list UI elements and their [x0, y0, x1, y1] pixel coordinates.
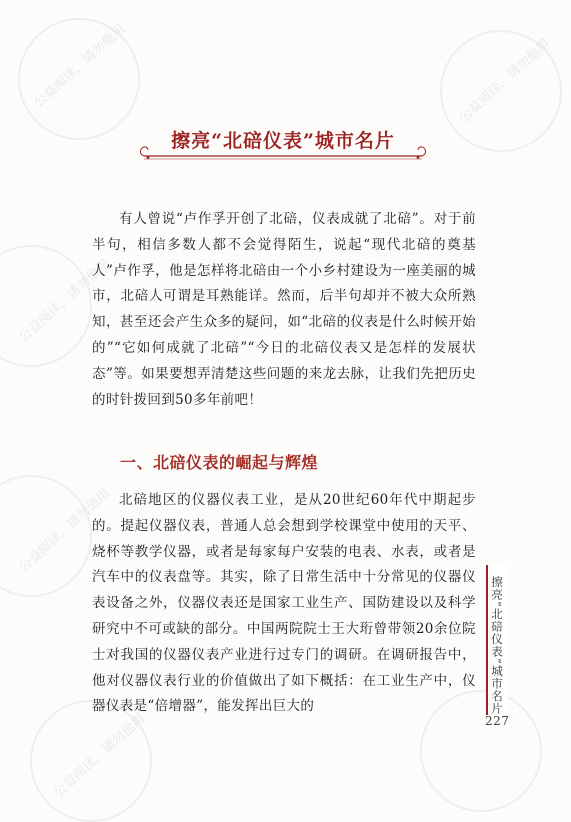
watermark-seal: [0, 245, 92, 367]
paragraph-intro: 有人曾说“卢作孚开创了北碚，仪表成就了北碚”。对于前半句，相信多数人都不会觉得陌生，说起“现代北碚的奠基人”卢作孚，他是怎样将北碚由一个小乡村建设为一座美丽的城市，北碚人可谓是耳熟能详。然而，后半句却并不被大众所熟知，甚至还会产生众多的疑问，如“北碚的仪表是什么时候开始的”“它如何成就了北碚”“今日的北碚仪表又是怎样的发展状态”等。如果要想弄清楚这些问题的来龙去脉，让我们先把历史的时针拨回到50多年前吧！: [92, 211, 476, 408]
watermark-seal: [440, 30, 562, 152]
page-number: 227: [485, 714, 510, 728]
side-tab-accent: [486, 565, 488, 715]
watermark-text: 公益阅读，请勿他用: [456, 36, 554, 126]
watermark-text: 公益阅读，请勿他用: [16, 486, 114, 576]
watermark-seal: [0, 475, 92, 597]
chapter-header: [138, 120, 428, 166]
watermark-text: 公益阅读，请勿他用: [51, 711, 149, 801]
paragraph-section-1: 北碚地区的仪器仪表工业，是从20世纪60年代中期起步的。提起仪器仪表，普通人总会想到学校课堂中使用的天平、烧杯等教学仪器，或者是每家每户安装的电表、水表，或者是汽车中的仪表盘等。其实，除了日常生活中十分常见的仪器仪表设备之外，仪器仪表还是国家工业生产、国防建设以及科学研究中不可或缺的部分。中国两院院士王大珩曾带领20余位院士对我国的仪器仪表产业进行过专门的调研。在调研报告中，他对仪器仪表行业的价值做出了如下概括：在工业生产中，仪器仪表是“倍增器”，能发挥出巨大的: [92, 492, 476, 715]
watermark-seal: [18, 18, 140, 140]
section-heading: 一、北碚仪表的崛起与辉煌: [120, 453, 319, 472]
side-tab-title: 擦亮“北碚仪表”城市名片: [490, 576, 504, 715]
chapter-title: 擦亮“北碚仪表”城市名片: [171, 130, 395, 152]
watermark-text: 公益阅读，请勿他用: [31, 21, 129, 111]
watermark-text: 公益阅读，请勿他用: [16, 256, 114, 346]
